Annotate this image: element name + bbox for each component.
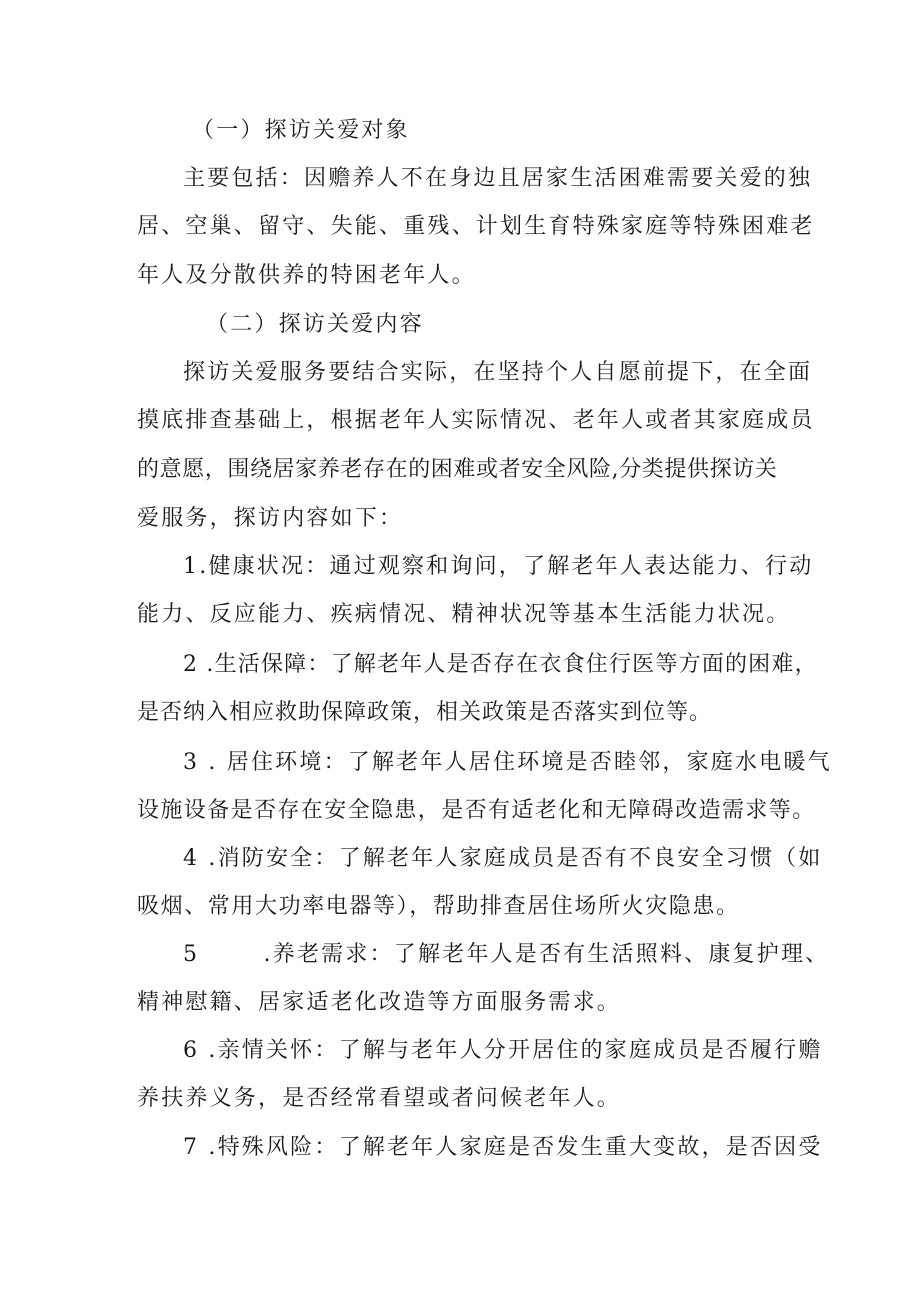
paragraph-line: 居、空巢、留守、失能、重残、计划生育特殊家庭等特殊困难老 bbox=[137, 214, 815, 239]
list-item-line: 吸烟、常用大功率电器等），帮助排查居住场所火灾隐患。 bbox=[137, 894, 740, 919]
list-item-line: 精神慰籍、居家适老化改造等方面服务需求。 bbox=[137, 990, 622, 1015]
list-item-line: 2 .生活保障：了解老年人是否存在衣食住行医等方面的困难， bbox=[183, 652, 818, 677]
paragraph-line: 的意愿，围绕居家养老存在的困难或者安全风险,分类提供探访关 bbox=[137, 457, 778, 482]
list-item-line: 3 . 居住环境：了解老年人居住环境是否睦邻，家庭水电暖气 bbox=[183, 750, 832, 775]
list-item-line: 能力、反应能力、疾病情况、精神状况等基本生活能力状况。 bbox=[137, 602, 791, 627]
list-item-line: 6 .亲情关怀：了解与老年人分开居住的家庭成员是否履行赡 bbox=[183, 1038, 823, 1063]
list-item-line: 4 .消防安全：了解老年人家庭成员是否有不良安全习惯（如 bbox=[183, 846, 823, 871]
section-heading-2: （二）探访关爱内容 bbox=[206, 312, 424, 337]
list-item-line: 5 .养老需求：了解老年人是否有生活照料、康复护理、 bbox=[183, 942, 830, 967]
paragraph-line: 年人及分散供养的特困老年人。 bbox=[137, 263, 476, 288]
paragraph-line: 探访关爱服务要结合实际，在坚持个人自愿前提下，在全面 bbox=[183, 360, 813, 385]
list-item-line: 是否纳入相应救助保障政策，相关政策是否落实到位等。 bbox=[137, 700, 713, 725]
paragraph-line: 爱服务，探访内容如下： bbox=[137, 506, 404, 531]
paragraph-line: 主要包括：因赡养人不在身边且居家生活困难需要关爱的独 bbox=[183, 166, 813, 191]
list-item-line: 7 .特殊风险：了解老年人家庭是否发生重大变故，是否因受 bbox=[183, 1135, 823, 1160]
list-item-line: 设施设备是否存在安全隐患，是否有适老化和无障碍改造需求等。 bbox=[137, 798, 816, 823]
paragraph-line: 摸底排查基础上，根据老年人实际情况、老年人或者其家庭成员 bbox=[137, 408, 815, 433]
section-heading-1: （一）探访关爱对象 bbox=[192, 118, 410, 143]
list-item-line: 养扶养义务，是否经常看望或者问候老年人。 bbox=[137, 1086, 622, 1111]
list-item-line: 1.健康状况：通过观察和询问，了解老年人表达能力、行动 bbox=[183, 554, 814, 579]
